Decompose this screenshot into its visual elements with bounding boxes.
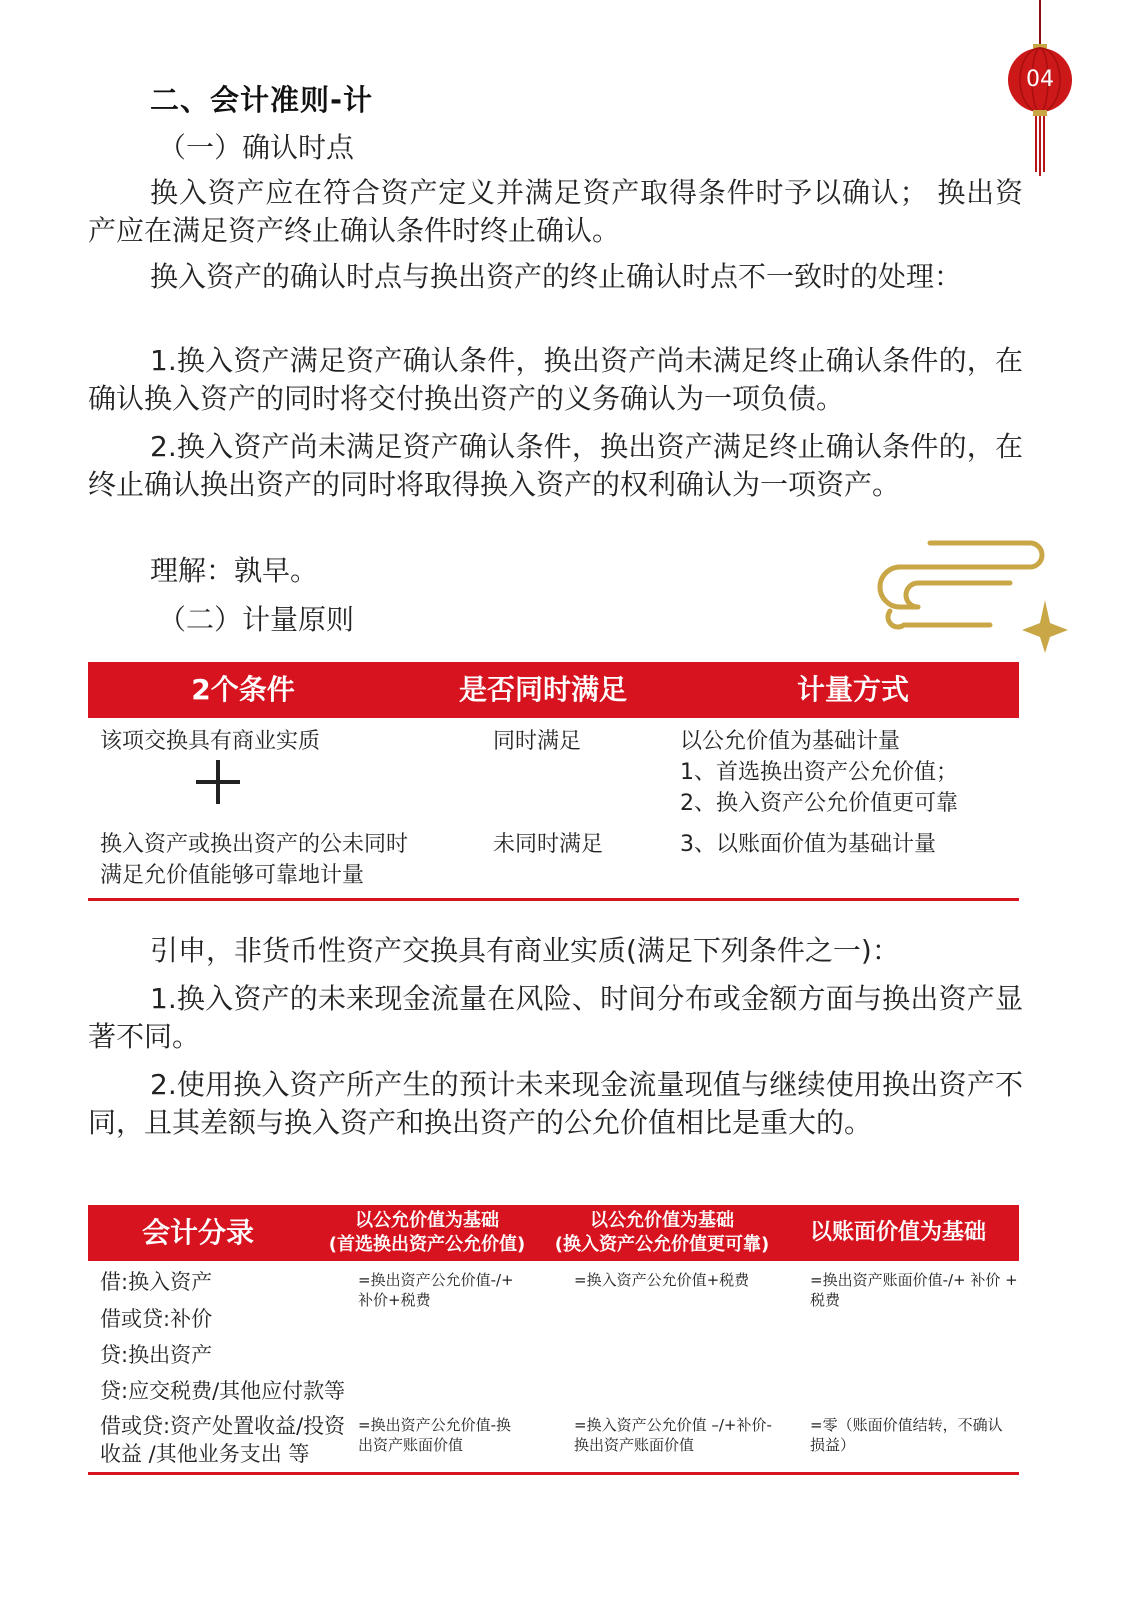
table2-label-debit-asset-in: 借:换入资产 [100,1270,213,1294]
table1-row1-option1: 1、首选换出资产公允价值； [680,760,958,785]
table2-r2c3-line2: 换出资产账面价值 [574,1436,695,1454]
table1-header-method: 计量方式 [796,673,909,706]
table2-r1c4-line1: =换出资产账面价值-/+ 补价 + [810,1271,1018,1289]
table1-bottom-rule [88,898,1019,901]
table1-row2-status: 未同时满足 [493,832,604,857]
table2-r1c3: =换入资产公允价值+税费 [574,1271,750,1289]
paragraph-4: 2.换入资产尚未满足资产确认条件，换出资产满足终止确认条件的，在终止确认换出资产的同时将取得换入资产的权利确认为一项资产。 [88,430,1023,501]
table1-header [88,662,1019,718]
table2-r2c4-line1: =零（账面价值结转，不确认 [810,1416,1003,1434]
table2-bottom-rule [88,1472,1019,1475]
table2-label-credit-asset-out: 贷:换出资产 [100,1343,213,1367]
table2-header-fv-in-line1: 以公允价值为基础 [590,1210,734,1231]
table1-row2-method: 3、以账面价值为基础计量 [680,832,936,857]
table2-label-boot: 借或贷:补价 [100,1307,213,1331]
table2-r1c4-line2: 税费 [810,1291,841,1309]
table2-header-entry: 会计分录 [141,1216,254,1249]
table2-r1c2-line1: =换出资产公允价值-/+ [358,1271,514,1289]
table2-header-fv-out-line1: 以公允价值为基础 [355,1210,499,1231]
subheading-measurement: （二）计量原则 [158,603,355,636]
table2-r2c4-line2: 损益） [810,1436,856,1454]
paragraph-8: 2.使用换入资产所产生的预计未来现金流量现值与继续使用换出资产不同，且其差额与换入资产和换出资产的公允价值相比是重大的。 [88,1068,1023,1139]
table2-r1c2-line2: 补价+税费 [358,1291,431,1309]
table2-label-taxes: 贷:应交税费/其他应付款等 [100,1379,346,1403]
table2-header-book-value: 以账面价值为基础 [809,1220,986,1245]
paragraph-2: 换入资产的确认时点与换出资产的终止确认时点不一致时的处理： [150,260,963,293]
table1-header-satisfied: 是否同时满足 [458,673,627,706]
table1-condition-2-line2: 满足允价值能够可靠地计量 [100,863,365,888]
table1-row1-method: 以公允价值为基础计量 [680,729,901,754]
table1-condition-2-line1: 换入资产或换出资产的公未同时 [100,832,409,857]
paragraph-1: 换入资产应在符合资产定义并满足资产取得条件时予以确认； 换出资产应在满足资产终止确认条件时终止确认。 [88,176,1023,247]
table2-label-gain-line1: 借或贷:资产处置收益/投资 [100,1414,346,1438]
plus-icon [196,760,240,804]
table2-r2c2-line1: =换出资产公允价值-换 [358,1416,511,1434]
table1-header-conditions: 2个条件 [191,673,295,706]
table2-header-fv-out-line2: (首选换出资产公允价值) [328,1234,526,1255]
table1-row1-option2: 2、换入资产公允价值更可靠 [680,791,958,816]
paragraph-7: 1.换入资产的未来现金流量在风险、时间分布或金额方面与换出资产显著不同。 [88,982,1023,1053]
page-number: 04 [1026,67,1054,92]
subheading-recognition: （一）确认时点 [158,131,355,164]
paragraph-3: 1.换入资产满足资产确认条件，换出资产尚未满足终止确认条件的，在确认换入资产的同时将交付换出资产的义务确认为一项负债。 [88,344,1023,415]
table2-header [88,1205,1019,1261]
paragraph-6: 引申，非货币性资产交换具有商业实质(满足下列条件之一)： [150,934,900,967]
table2-r2c2-line2: 出资产账面价值 [358,1436,464,1454]
paragraph-5: 理解：孰早。 [150,554,319,587]
table2-r2c3-line1: =换入资产公允价值 –/+补价- [574,1416,772,1434]
table1-row1-status: 同时满足 [493,729,582,754]
table2-label-gain-line2: 收益 /其他业务支出 等 [100,1442,310,1466]
table2-header-fv-in-line2: (换入资产公允价值更可靠) [554,1234,770,1255]
table1-condition-1: 该项交换具有商业实质 [100,729,321,754]
section-heading: 二、会计准则-计 [150,83,374,117]
